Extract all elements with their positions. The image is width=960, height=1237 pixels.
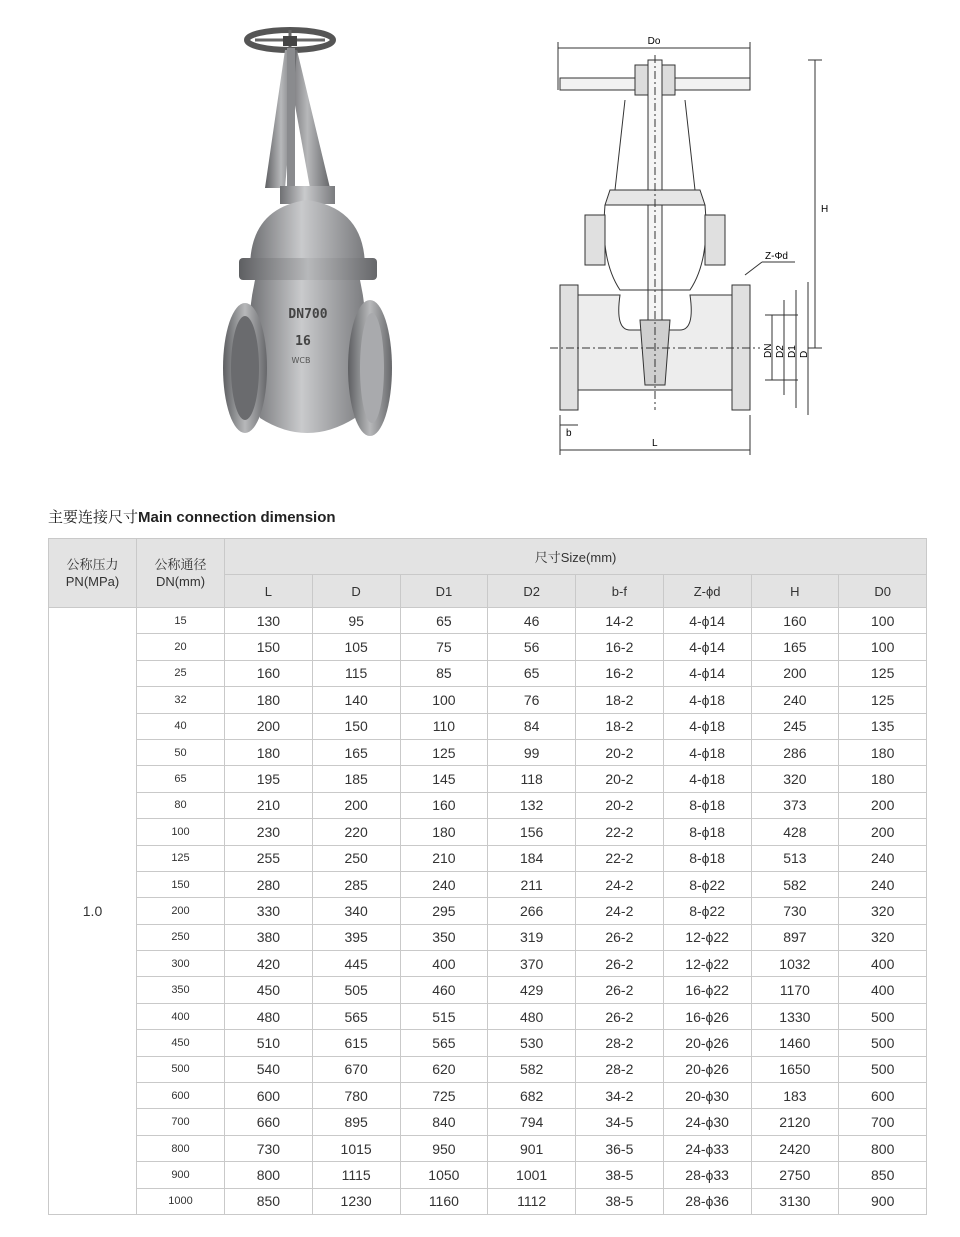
dn-cell: 15 xyxy=(137,608,225,634)
table-cell: 285 xyxy=(312,871,400,897)
table-cell: 700 xyxy=(839,1109,927,1135)
table-cell: 26-2 xyxy=(576,977,664,1003)
table-cell: 800 xyxy=(225,1162,313,1188)
table-cell: 1460 xyxy=(751,1030,839,1056)
table-cell: 28-2 xyxy=(576,1056,664,1082)
table-cell: 450 xyxy=(225,977,313,1003)
dn-cell: 150 xyxy=(137,871,225,897)
photo-size-label: DN700 xyxy=(288,307,328,322)
table-cell: 24-ϕ30 xyxy=(663,1109,751,1135)
table-cell: 780 xyxy=(312,1083,400,1109)
table-cell: 145 xyxy=(400,766,488,792)
dn-cell: 450 xyxy=(137,1030,225,1056)
table-row xyxy=(49,1003,927,1029)
valve-cross-section-drawing xyxy=(540,30,850,470)
table-cell: 8-ϕ18 xyxy=(663,845,751,871)
table-cell: 38-5 xyxy=(576,1188,664,1214)
table-cell: 180 xyxy=(839,766,927,792)
dn-cell: 125 xyxy=(137,845,225,871)
table-cell: 582 xyxy=(751,871,839,897)
table-cell: 95 xyxy=(312,608,400,634)
table-row xyxy=(49,977,927,1003)
column-header: D2 xyxy=(488,575,576,608)
table-cell: 600 xyxy=(839,1083,927,1109)
table-cell: 4-ϕ14 xyxy=(663,634,751,660)
dn-cell: 900 xyxy=(137,1162,225,1188)
table-cell: 115 xyxy=(312,660,400,686)
table-cell: 4-ϕ18 xyxy=(663,687,751,713)
table-cell: 4-ϕ14 xyxy=(663,608,751,634)
table-cell: 100 xyxy=(839,608,927,634)
table-cell: 1015 xyxy=(312,1135,400,1161)
table-cell: 20-2 xyxy=(576,766,664,792)
dim-label-dn: DN xyxy=(763,343,774,358)
table-row xyxy=(49,898,927,924)
table-cell: 400 xyxy=(839,977,927,1003)
dim-label-l: L xyxy=(652,438,658,449)
dn-cell: 800 xyxy=(137,1135,225,1161)
table-cell: 18-2 xyxy=(576,713,664,739)
table-cell: 1001 xyxy=(488,1162,576,1188)
table-cell: 200 xyxy=(839,819,927,845)
table-cell: 4-ϕ14 xyxy=(663,660,751,686)
table-cell: 118 xyxy=(488,766,576,792)
section-title xyxy=(48,506,336,527)
table-cell: 4-ϕ18 xyxy=(663,739,751,765)
header-pn xyxy=(49,539,137,608)
table-cell: 320 xyxy=(839,924,927,950)
table-cell: 16-2 xyxy=(576,660,664,686)
table-cell: 725 xyxy=(400,1083,488,1109)
dim-label-d: D xyxy=(799,350,810,358)
table-cell: 20-ϕ30 xyxy=(663,1083,751,1109)
table-cell: 26-2 xyxy=(576,1003,664,1029)
table-cell: 319 xyxy=(488,924,576,950)
table-cell: 445 xyxy=(312,951,400,977)
table-cell: 320 xyxy=(839,898,927,924)
dn-cell: 50 xyxy=(137,739,225,765)
table-cell: 100 xyxy=(839,634,927,660)
table-cell: 184 xyxy=(488,845,576,871)
table-cell: 4-ϕ18 xyxy=(663,766,751,792)
table-cell: 211 xyxy=(488,871,576,897)
table-cell: 132 xyxy=(488,792,576,818)
table-cell: 670 xyxy=(312,1056,400,1082)
table-cell: 1032 xyxy=(751,951,839,977)
table-cell: 460 xyxy=(400,977,488,1003)
table-cell: 26-2 xyxy=(576,951,664,977)
table-cell: 20-ϕ26 xyxy=(663,1056,751,1082)
dn-cell: 65 xyxy=(137,766,225,792)
table-cell: 850 xyxy=(839,1162,927,1188)
table-cell: 56 xyxy=(488,634,576,660)
pn-value-cell: 1.0 xyxy=(49,608,137,1215)
table-cell: 1170 xyxy=(751,977,839,1003)
table-cell: 165 xyxy=(751,634,839,660)
table-cell: 280 xyxy=(225,871,313,897)
table-cell: 540 xyxy=(225,1056,313,1082)
table-cell: 420 xyxy=(225,951,313,977)
table-cell: 428 xyxy=(751,819,839,845)
dn-cell: 500 xyxy=(137,1056,225,1082)
table-cell: 1650 xyxy=(751,1056,839,1082)
dim-label-d2: D2 xyxy=(775,345,786,358)
table-cell: 185 xyxy=(312,766,400,792)
table-cell: 26-2 xyxy=(576,924,664,950)
table-cell: 2750 xyxy=(751,1162,839,1188)
table-cell: 266 xyxy=(488,898,576,924)
table-cell: 620 xyxy=(400,1056,488,1082)
table-cell: 195 xyxy=(225,766,313,792)
table-cell: 240 xyxy=(400,871,488,897)
table-cell: 156 xyxy=(488,819,576,845)
table-row xyxy=(49,1083,927,1109)
dim-label-z: Z-Φd xyxy=(765,251,788,262)
table-cell: 20-ϕ26 xyxy=(663,1030,751,1056)
table-cell: 165 xyxy=(312,739,400,765)
table-cell: 1112 xyxy=(488,1188,576,1214)
table-row xyxy=(49,1030,927,1056)
table-cell: 160 xyxy=(225,660,313,686)
table-cell: 3130 xyxy=(751,1188,839,1214)
table-cell: 65 xyxy=(400,608,488,634)
table-cell: 180 xyxy=(839,739,927,765)
table-row xyxy=(49,766,927,792)
table-cell: 480 xyxy=(225,1003,313,1029)
table-row xyxy=(49,1135,927,1161)
table-cell: 530 xyxy=(488,1030,576,1056)
dim-label-h: H xyxy=(821,204,829,215)
table-cell: 34-2 xyxy=(576,1083,664,1109)
table-cell: 100 xyxy=(400,687,488,713)
header-pn-en: PN(MPa) xyxy=(65,574,120,589)
table-cell: 400 xyxy=(839,951,927,977)
table-cell: 840 xyxy=(400,1109,488,1135)
table-row xyxy=(49,951,927,977)
table-cell: 220 xyxy=(312,819,400,845)
table-cell: 950 xyxy=(400,1135,488,1161)
table-cell: 20-2 xyxy=(576,739,664,765)
column-header: Z-ϕd xyxy=(663,575,751,608)
table-row xyxy=(49,739,927,765)
table-row xyxy=(49,660,927,686)
table-cell: 895 xyxy=(312,1109,400,1135)
table-cell: 150 xyxy=(312,713,400,739)
table-cell: 565 xyxy=(400,1030,488,1056)
table-cell: 255 xyxy=(225,845,313,871)
table-cell: 180 xyxy=(400,819,488,845)
table-cell: 36-5 xyxy=(576,1135,664,1161)
table-cell: 200 xyxy=(225,713,313,739)
header-dn xyxy=(137,539,225,608)
dim-label-b: b xyxy=(566,428,572,439)
table-cell: 180 xyxy=(225,739,313,765)
table-row xyxy=(49,687,927,713)
table-cell: 14-2 xyxy=(576,608,664,634)
table-cell: 18-2 xyxy=(576,687,664,713)
dn-cell: 80 xyxy=(137,792,225,818)
dn-cell: 20 xyxy=(137,634,225,660)
table-cell: 160 xyxy=(400,792,488,818)
table-cell: 150 xyxy=(225,634,313,660)
dn-cell: 600 xyxy=(137,1083,225,1109)
header-row-group xyxy=(49,539,927,575)
table-cell: 12-ϕ22 xyxy=(663,924,751,950)
dn-cell: 200 xyxy=(137,898,225,924)
table-cell: 230 xyxy=(225,819,313,845)
dim-label-d1: D1 xyxy=(787,345,798,358)
table-cell: 330 xyxy=(225,898,313,924)
table-cell: 76 xyxy=(488,687,576,713)
table-cell: 1115 xyxy=(312,1162,400,1188)
header-pn-cn: 公称压力 xyxy=(66,557,119,572)
table-cell: 245 xyxy=(751,713,839,739)
table-cell: 240 xyxy=(839,845,927,871)
table-row xyxy=(49,713,927,739)
table-cell: 250 xyxy=(312,845,400,871)
table-cell: 85 xyxy=(400,660,488,686)
table-cell: 210 xyxy=(400,845,488,871)
table-cell: 2420 xyxy=(751,1135,839,1161)
column-header: b-f xyxy=(576,575,664,608)
section-title-en: Main connection dimension xyxy=(138,509,336,526)
table-cell: 28-2 xyxy=(576,1030,664,1056)
table-cell: 850 xyxy=(225,1188,313,1214)
table-cell: 24-2 xyxy=(576,871,664,897)
table-cell: 75 xyxy=(400,634,488,660)
table-cell: 395 xyxy=(312,924,400,950)
header-dn-en: DN(mm) xyxy=(155,574,206,589)
table-cell: 22-2 xyxy=(576,845,664,871)
table-cell: 515 xyxy=(400,1003,488,1029)
table-cell: 900 xyxy=(839,1188,927,1214)
table-cell: 28-ϕ33 xyxy=(663,1162,751,1188)
table-cell: 380 xyxy=(225,924,313,950)
dn-cell: 300 xyxy=(137,951,225,977)
table-row xyxy=(49,819,927,845)
table-cell: 794 xyxy=(488,1109,576,1135)
table-body xyxy=(49,608,927,1215)
section-title-cn: 主要连接尺寸 xyxy=(48,508,139,526)
table-cell: 183 xyxy=(751,1083,839,1109)
table-cell: 429 xyxy=(488,977,576,1003)
dn-cell: 32 xyxy=(137,687,225,713)
table-row xyxy=(49,1162,927,1188)
table-cell: 480 xyxy=(488,1003,576,1029)
table-cell: 240 xyxy=(839,871,927,897)
table-cell: 135 xyxy=(839,713,927,739)
table-row xyxy=(49,924,927,950)
column-header: H xyxy=(751,575,839,608)
column-header: D1 xyxy=(400,575,488,608)
table-cell: 600 xyxy=(225,1083,313,1109)
column-header: D0 xyxy=(839,575,927,608)
table-cell: 510 xyxy=(225,1030,313,1056)
table-cell: 160 xyxy=(751,608,839,634)
table-cell: 16-ϕ22 xyxy=(663,977,751,1003)
table-cell: 65 xyxy=(488,660,576,686)
table-cell: 286 xyxy=(751,739,839,765)
table-row xyxy=(49,1056,927,1082)
photo-pressure-label: 16 xyxy=(295,334,311,349)
table-cell: 12-ϕ22 xyxy=(663,951,751,977)
table-cell: 4-ϕ18 xyxy=(663,713,751,739)
table-cell: 24-2 xyxy=(576,898,664,924)
dn-cell: 100 xyxy=(137,819,225,845)
table-cell: 660 xyxy=(225,1109,313,1135)
table-cell: 370 xyxy=(488,951,576,977)
table-cell: 500 xyxy=(839,1003,927,1029)
table-cell: 500 xyxy=(839,1056,927,1082)
table-cell: 800 xyxy=(839,1135,927,1161)
column-header: L xyxy=(225,575,313,608)
dim-label-do: Do xyxy=(647,36,661,47)
table-cell: 8-ϕ22 xyxy=(663,898,751,924)
dimension-table xyxy=(48,538,927,1215)
table-cell: 22-2 xyxy=(576,819,664,845)
header-size-group: 尺寸Size(mm) xyxy=(225,539,927,575)
table-row xyxy=(49,634,927,660)
table-row xyxy=(49,792,927,818)
table-cell: 897 xyxy=(751,924,839,950)
table-row xyxy=(49,871,927,897)
table-cell: 200 xyxy=(312,792,400,818)
dn-cell: 250 xyxy=(137,924,225,950)
photo-material-label: WCB xyxy=(291,356,311,365)
table-cell: 2120 xyxy=(751,1109,839,1135)
table-cell: 28-ϕ36 xyxy=(663,1188,751,1214)
table-cell: 565 xyxy=(312,1003,400,1029)
table-cell: 125 xyxy=(839,660,927,686)
valve-photo xyxy=(215,18,400,458)
table-cell: 110 xyxy=(400,713,488,739)
dn-cell: 40 xyxy=(137,713,225,739)
dn-cell: 400 xyxy=(137,1003,225,1029)
table-cell: 901 xyxy=(488,1135,576,1161)
table-cell: 1330 xyxy=(751,1003,839,1029)
table-cell: 730 xyxy=(225,1135,313,1161)
table-cell: 34-5 xyxy=(576,1109,664,1135)
table-cell: 38-5 xyxy=(576,1162,664,1188)
table-cell: 400 xyxy=(400,951,488,977)
table-cell: 130 xyxy=(225,608,313,634)
table-cell: 99 xyxy=(488,739,576,765)
table-row xyxy=(49,1109,927,1135)
table-row xyxy=(49,608,927,634)
table-cell: 200 xyxy=(751,660,839,686)
dn-cell: 350 xyxy=(137,977,225,1003)
table-cell: 140 xyxy=(312,687,400,713)
table-cell: 105 xyxy=(312,634,400,660)
table-cell: 20-2 xyxy=(576,792,664,818)
table-cell: 8-ϕ18 xyxy=(663,819,751,845)
table-cell: 295 xyxy=(400,898,488,924)
dn-cell: 700 xyxy=(137,1109,225,1135)
table-cell: 340 xyxy=(312,898,400,924)
table-cell: 84 xyxy=(488,713,576,739)
table-cell: 320 xyxy=(751,766,839,792)
table-cell: 16-2 xyxy=(576,634,664,660)
table-cell: 125 xyxy=(839,687,927,713)
table-cell: 46 xyxy=(488,608,576,634)
table-cell: 350 xyxy=(400,924,488,950)
column-header: D xyxy=(312,575,400,608)
header-dn-cn: 公称通径 xyxy=(154,557,207,572)
table-cell: 513 xyxy=(751,845,839,871)
table-cell: 1230 xyxy=(312,1188,400,1214)
table-cell: 180 xyxy=(225,687,313,713)
dn-cell: 1000 xyxy=(137,1188,225,1214)
table-cell: 1050 xyxy=(400,1162,488,1188)
table-cell: 8-ϕ22 xyxy=(663,871,751,897)
table-cell: 240 xyxy=(751,687,839,713)
table-cell: 16-ϕ26 xyxy=(663,1003,751,1029)
table-cell: 210 xyxy=(225,792,313,818)
dn-cell: 25 xyxy=(137,660,225,686)
table-row xyxy=(49,845,927,871)
table-cell: 8-ϕ18 xyxy=(663,792,751,818)
table-cell: 582 xyxy=(488,1056,576,1082)
table-cell: 200 xyxy=(839,792,927,818)
table-cell: 730 xyxy=(751,898,839,924)
table-cell: 615 xyxy=(312,1030,400,1056)
table-cell: 1160 xyxy=(400,1188,488,1214)
table-row xyxy=(49,1188,927,1214)
table-cell: 682 xyxy=(488,1083,576,1109)
table-cell: 505 xyxy=(312,977,400,1003)
table-cell: 125 xyxy=(400,739,488,765)
table-cell: 500 xyxy=(839,1030,927,1056)
table-cell: 373 xyxy=(751,792,839,818)
table-cell: 24-ϕ33 xyxy=(663,1135,751,1161)
